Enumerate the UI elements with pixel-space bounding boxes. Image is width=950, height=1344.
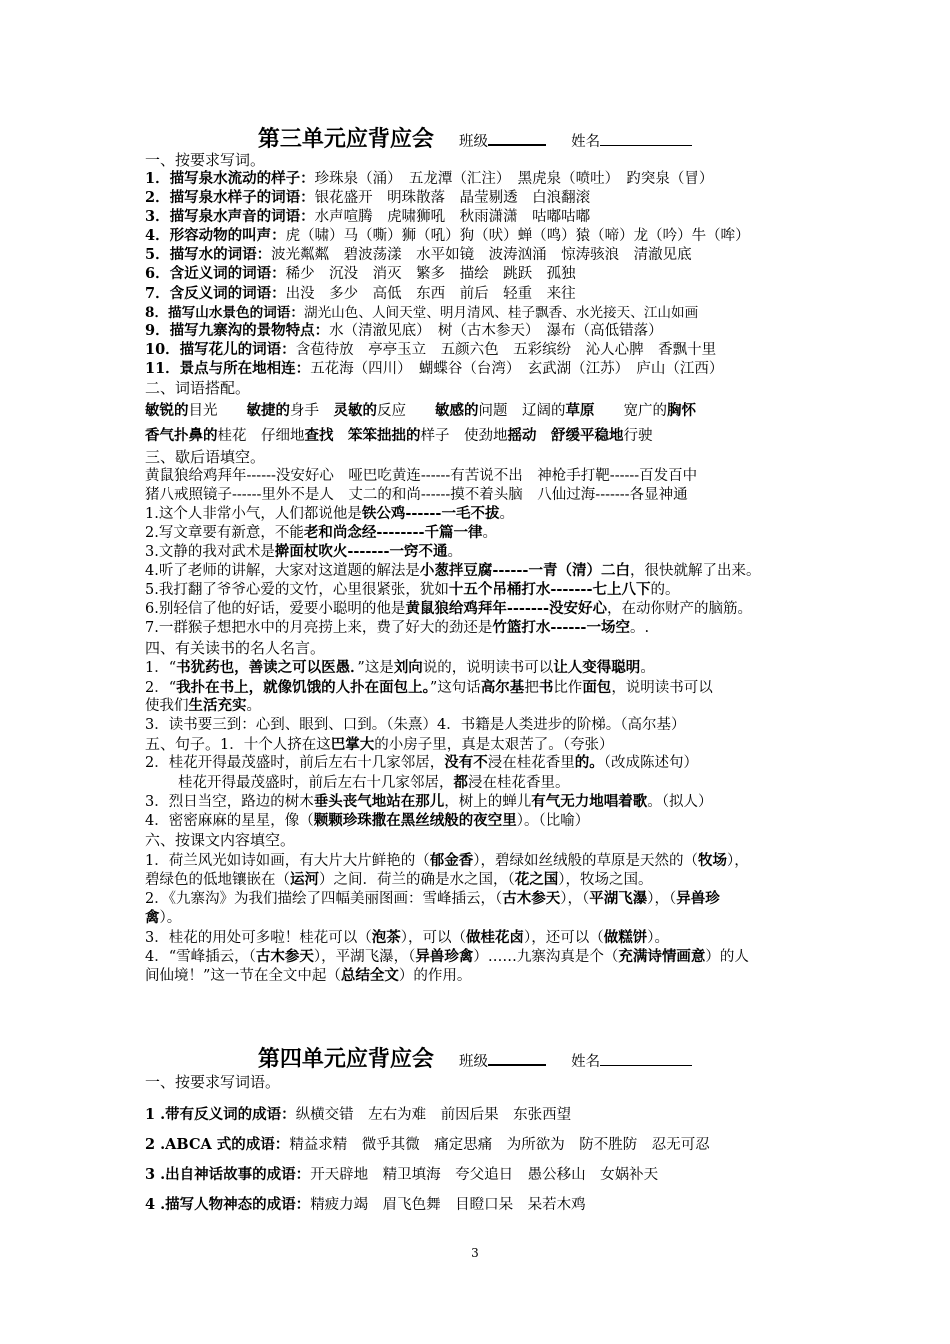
xiehouyu-row-2: 猪八戒照镜子------里外不是人 丈二的和尚------摸不着头脑 八仙过海-------各显神通 bbox=[145, 487, 688, 503]
unit4-item-2: 2 .ABCA 式的成语：精益求精 微乎其微 痛定思痛 为所欲为 防不胜防 忍无可忍 bbox=[145, 1136, 710, 1153]
fill-2-cont: 禽）。 bbox=[145, 909, 182, 926]
quote-2-cont: 使我们生活充实。 bbox=[145, 697, 261, 714]
unit4-section-1: 一、按要求写词语。 bbox=[145, 1073, 281, 1091]
unit3-item-11: 11．景点与所在地相连：五花海（四川） 蝴蝶谷（台湾） 玄武湖（江苏） 庐山（江西） bbox=[145, 360, 724, 377]
unit3-item-1: 1．描写泉水流动的样子：珍珠泉（涌） 五龙潭（汇注） 黑虎泉（喷吐） 趵突泉（冒） bbox=[145, 170, 714, 187]
unit3-section-5: 五、句子。 bbox=[145, 735, 221, 753]
unit3-item-2: 2．描写泉水样子的词语：银花盛开 明珠散落 晶莹剔透 白浪翻滚 bbox=[145, 189, 591, 206]
unit3-item-3: 3．描写泉水声音的词语：水声喧腾 虎啸狮吼 秋雨潇潇 咕嘟咕嘟 bbox=[145, 208, 591, 225]
sentence-3: 3．烈日当空，路边的树木垂头丧气地站在那儿，树上的蝉儿有气无力地唱着歌。（拟人） bbox=[145, 793, 713, 810]
unit3-name-blank[interactable] bbox=[600, 131, 692, 146]
unit3-class-label: 班级 bbox=[459, 134, 488, 150]
unit3-item-8: 8．描写山水景色的词语：湖光山色、人间天堂、明月清风、桂子飘香、水光接天、江山如画 bbox=[145, 305, 699, 321]
unit4-name-label: 姓名 bbox=[571, 1054, 601, 1070]
unit3-section-3: 三、歇后语填空。 bbox=[145, 448, 266, 466]
unit4-name-blank[interactable] bbox=[600, 1051, 692, 1066]
xiehouyu-question-1: 1.这个人非常小气，人们都说他是铁公鸡------一毛不拔。 bbox=[145, 505, 514, 522]
fill-2: 2．《九寨沟》为我们描绘了四幅美丽图画：雪峰插云，（古木参天），（平湖飞瀑），（异兽珍 bbox=[145, 890, 720, 907]
xiehouyu-row-1: 黄鼠狼给鸡拜年------没安好心 哑巴吃黄连------有苦说不出 神枪手打靶------百发百中 bbox=[145, 468, 698, 484]
sentence-4: 4．密密麻麻的星星，像（颗颗珍珠撒在黑丝绒般的夜空里）。（比喻） bbox=[145, 812, 590, 829]
unit3-section-5-row: 五、句子。1．十个人挤在这巴掌大的小房子里，真是太艰苦了。（夸张） bbox=[145, 735, 614, 753]
unit3-section-6: 六、按课文内容填空。 bbox=[145, 831, 296, 849]
unit4-title: 第四单元应背应会 bbox=[257, 1047, 434, 1072]
quote-2: 2．“我扑在书上，就像饥饿的人扑在面包上。”这句话高尔基把书比作面包，说明读书可以 bbox=[145, 679, 713, 696]
unit3-name-label: 姓名 bbox=[571, 134, 601, 150]
unit3-item-10: 10．描写花儿的词语：含苞待放 亭亭玉立 五颜六色 五彩缤纷 沁人心脾 香飘十里 bbox=[145, 341, 717, 358]
quote-3-4: 3．读书要三到：心到、眼到、口到。（朱熹）4．书籍是人类进步的阶梯。（高尔基） bbox=[145, 717, 686, 733]
xiehouyu-question-5: 5.我打翻了爷爷心爱的文竹，心里很紧张，犹如十五个吊桶打水-------七上八下的。 bbox=[145, 581, 680, 598]
fill-3: 3．桂花的用处可多啦！桂花可以（泡茶），可以（做桂花卤），还可以（做糕饼）。 bbox=[145, 929, 669, 946]
collocation-row-1: 敏锐的目光 敏捷的身手 灵敏的反应 敏感的问题 辽阔的草原 宽广的胸怀 bbox=[145, 402, 696, 419]
unit3-header bbox=[0, 122, 950, 153]
unit3-section-2: 二、词语搭配。 bbox=[145, 379, 251, 397]
xiehouyu-question-3: 3.文静的我对武术是擀面杖吹火-------一窍不通。 bbox=[145, 543, 462, 560]
xiehouyu-question-7: 7.一群猴子想把水中的月亮捞上来，费了好大的劲还是竹篮打水------一场空。. bbox=[145, 619, 650, 636]
xiehouyu-question-4: 4.听了老师的讲解，大家对这道题的解法是小葱拌豆腐------一青（清）二白，很快就解了出来。 bbox=[145, 562, 761, 579]
unit3-class-blank[interactable] bbox=[488, 130, 546, 146]
fill-1-cont: 碧绿色的低地镶嵌在（运河）之间．荷兰的确是水之国，（花之国），牧场之国。 bbox=[145, 871, 653, 888]
unit4-class-blank[interactable] bbox=[488, 1050, 546, 1066]
unit3-item-5: 5．描写水的词语：波光粼粼 碧波荡漾 水平如镜 波涛汹涌 惊涛骇浪 清澈见底 bbox=[145, 246, 692, 263]
unit3-section-1: 一、按要求写词。 bbox=[145, 151, 266, 169]
unit4-header bbox=[0, 1042, 950, 1073]
unit3-item-4: 4．形容动物的叫声：虎（啸）马（嘶）狮（吼）狗（吠）蝉（鸣）猿（啼）龙（吟）牛（哞） bbox=[145, 227, 750, 244]
unit3-item-9: 9．描写九寨沟的景物特点：水（清澈见底） 树（古木参天） 瀑布（高低错落） bbox=[145, 322, 663, 339]
unit4-item-4: 4 .描写人物神态的成语：精疲力竭 眉飞色舞 目瞪口呆 呆若木鸡 bbox=[145, 1196, 586, 1213]
xiehouyu-question-6: 6.别轻信了他的好话，爱要小聪明的他是黄鼠狼给鸡拜年-------没安好心，在动你财产的脑筋。 bbox=[145, 600, 752, 617]
fill-1: 1．荷兰风光如诗如画，有大片大片鲜艳的（郁金香），碧绿如丝绒般的草原是天然的（牧场）， bbox=[145, 852, 749, 869]
unit3-title: 第三单元应背应会 bbox=[257, 127, 434, 152]
quote-1: 1．“书犹药也，善读之可以医愚．”这是刘向说的，说明读书可以让人变得聪明。 bbox=[145, 659, 655, 676]
sentence-2: 2．桂花开得最茂盛时，前后左右十几家邻居，没有不浸在桂花香里的。（改成陈述句） bbox=[145, 754, 698, 771]
xiehouyu-question-2: 2.写文章要有新意，不能老和尚念经--------千篇一律。 bbox=[145, 524, 497, 541]
unit4-item-1: 1 .带有反义词的成语：纵横交错 左右为难 前因后果 东张西望 bbox=[145, 1106, 572, 1123]
unit4-class-label: 班级 bbox=[459, 1054, 488, 1070]
page-number: 3 bbox=[471, 1246, 479, 1260]
collocation-row-2: 香气扑鼻的桂花 仔细地查找 笨笨拙拙的样子 使劲地摇动 舒缓平稳地行驶 bbox=[145, 427, 653, 444]
unit4-item-3: 3 .出自神话故事的成语：开天辟地 精卫填海 夸父追日 愚公移山 女娲补天 bbox=[145, 1166, 659, 1183]
unit3-item-6: 6．含近义词的词语：稀少 沉没 消灭 繁多 描绘 跳跃 孤独 bbox=[145, 265, 576, 282]
unit3-section-4: 四、有关读书的名人名言。 bbox=[145, 639, 326, 657]
sentence-2-answer: 桂花开得最茂盛时，前后左右十几家邻居，都浸在桂花香里。 bbox=[178, 774, 570, 791]
unit3-item-7: 7．含反义词的词语：出没 多少 高低 东西 前后 轻重 来往 bbox=[145, 285, 576, 302]
fill-4-cont: 间仙境！”这一节在全文中起（总结全文）的作用。 bbox=[145, 967, 472, 984]
fill-4: 4．“雪峰插云，（古木参天），平湖飞瀑，（异兽珍禽）……九寨沟真是个（充满诗情画意）的人 bbox=[145, 948, 749, 965]
